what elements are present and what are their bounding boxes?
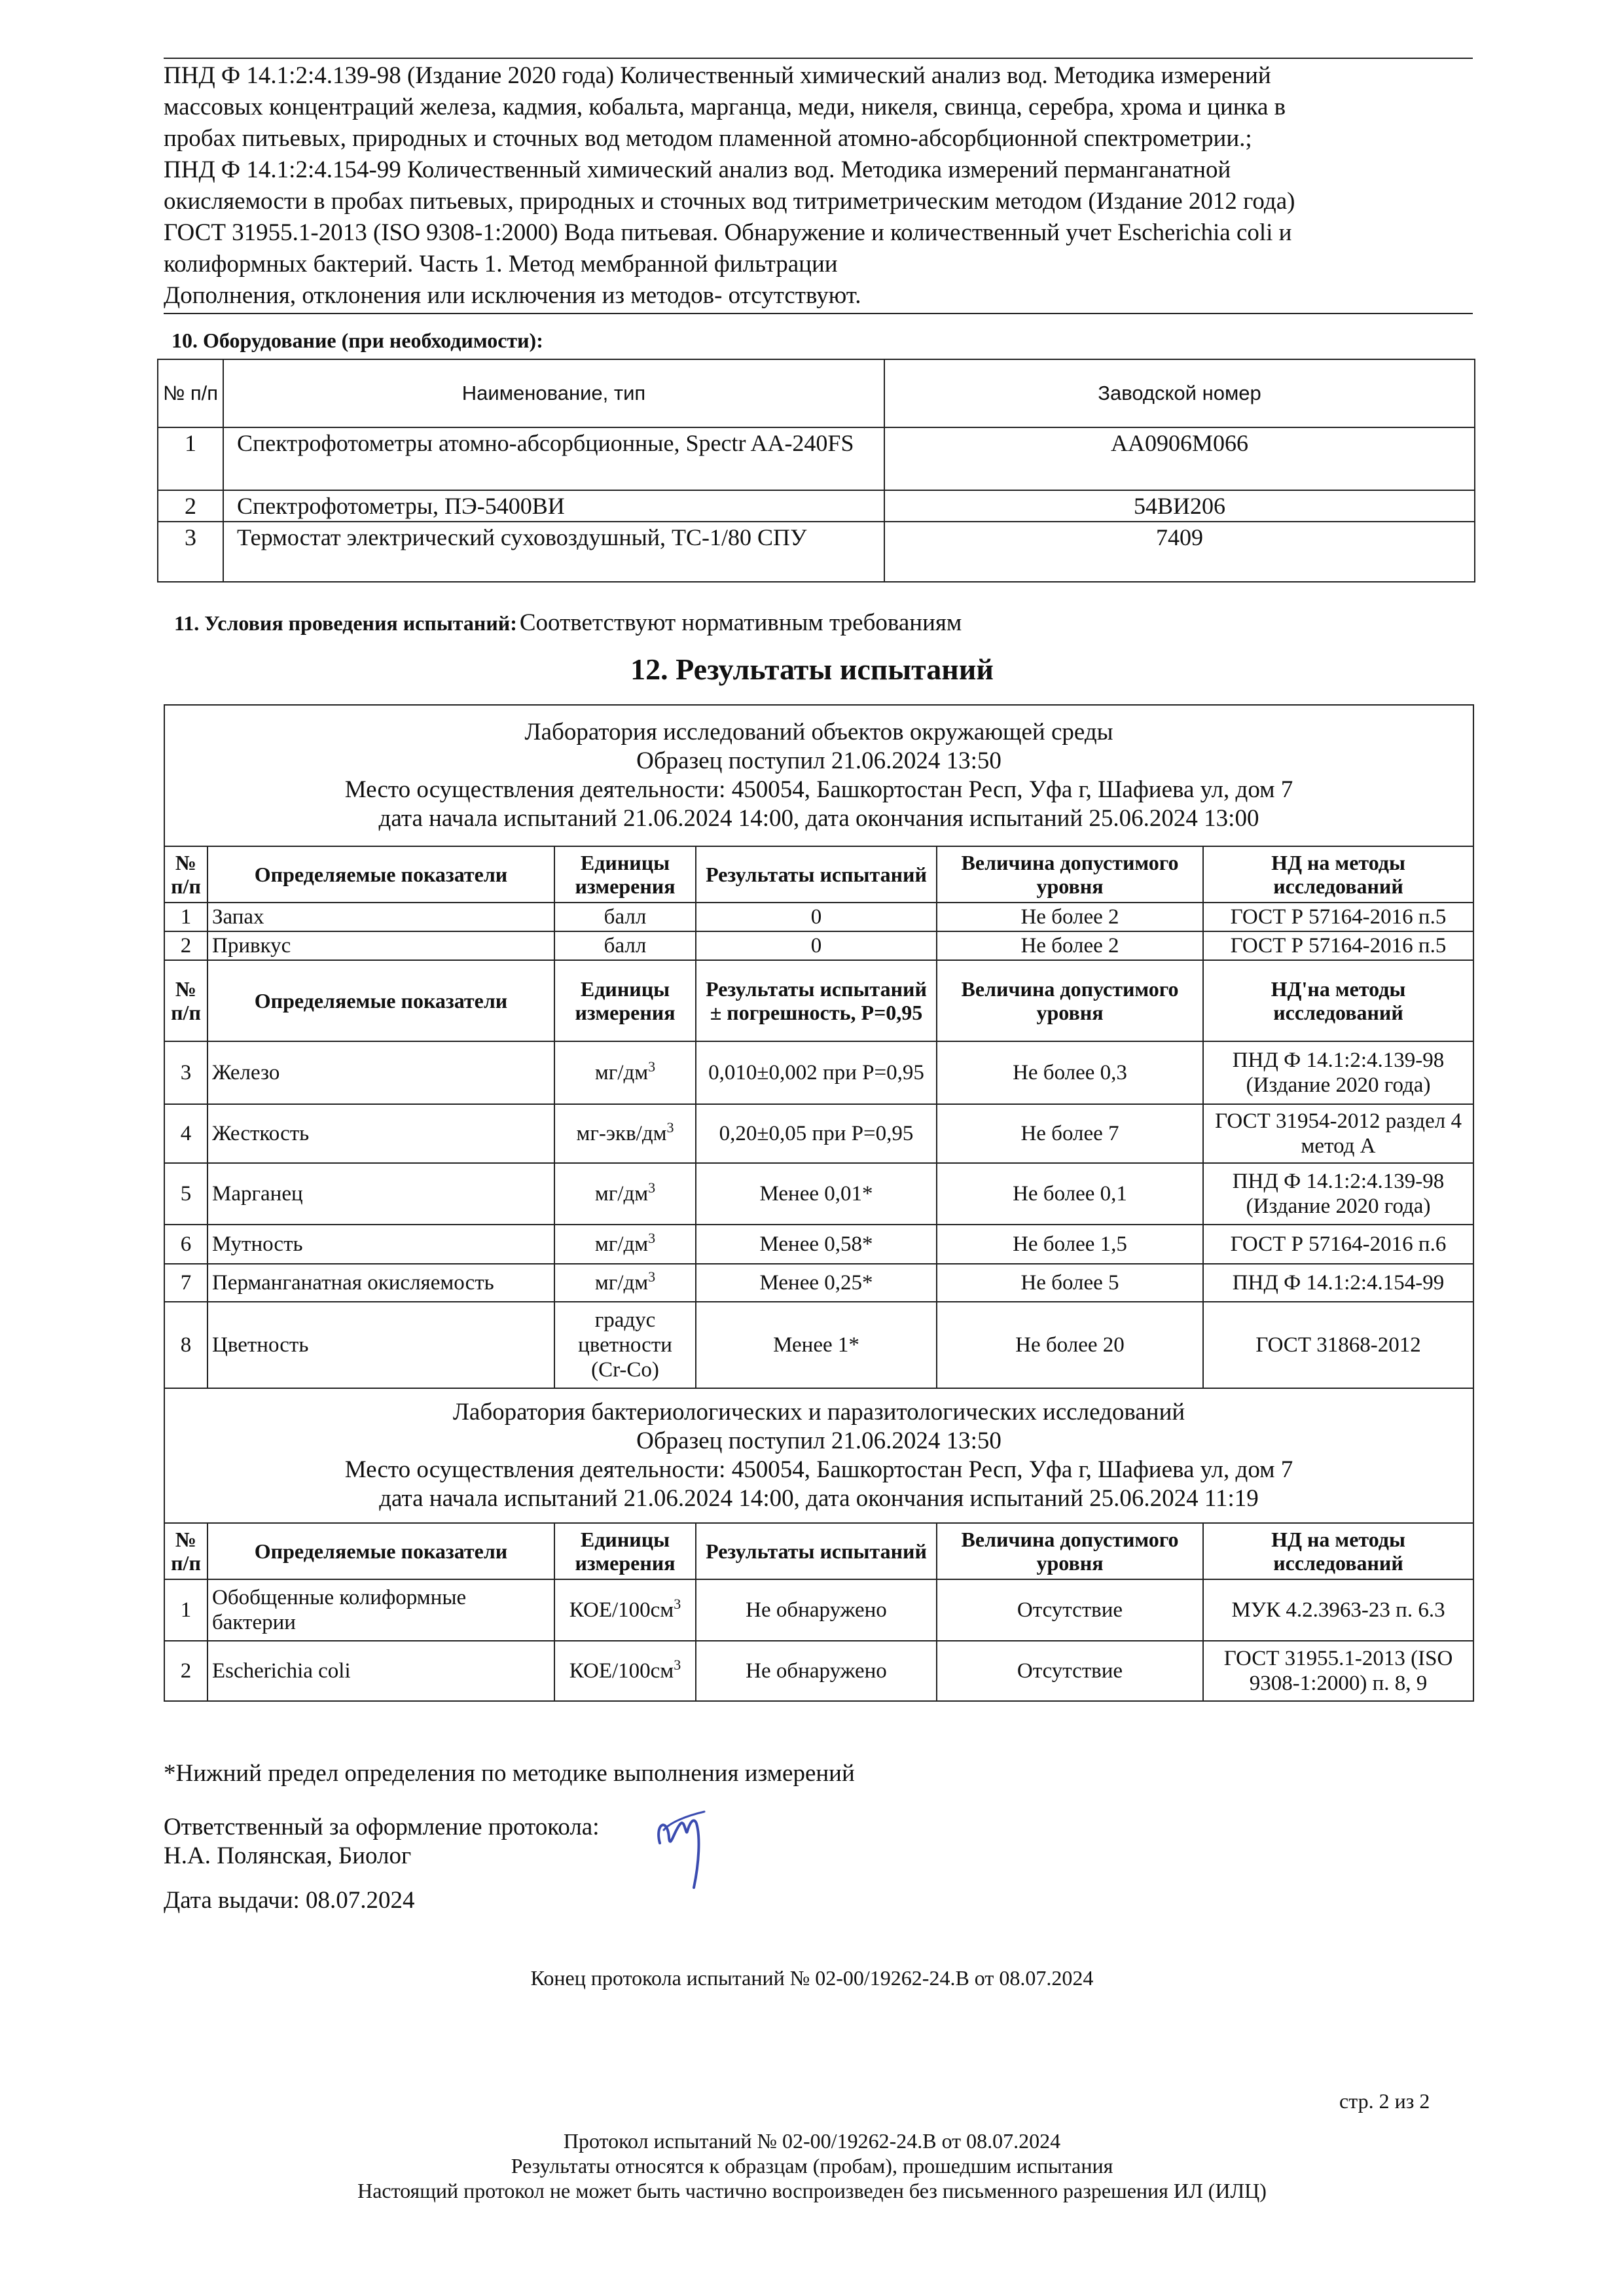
footer-line: Настоящий протокол не может быть частично воспроизведен без письменного разрешения ИЛ (ИЛЦ) <box>357 2179 1267 2202</box>
signature-image <box>648 1797 720 1895</box>
unit-text: КОЕ/100см <box>569 1598 674 1622</box>
row-limit: Не более 1,5 <box>937 1225 1203 1264</box>
row-num: 2 <box>164 931 208 960</box>
row-num: 6 <box>164 1225 208 1264</box>
table-row <box>164 1104 1473 1163</box>
responsible-block <box>164 1813 600 1871</box>
row-result: Не обнаружено <box>696 1641 937 1701</box>
row-method: ПНД Ф 14.1:2:4.139-98 (Издание 2020 года) <box>1203 1163 1473 1225</box>
row-unit <box>554 1041 696 1104</box>
row-indicator: Марганец <box>208 1163 554 1225</box>
equipment-header-num: № п/п <box>158 359 223 427</box>
lab1-dates: дата начала испытаний 21.06.2024 14:00, дата окончания испытаний 25.06.2024 13:00 <box>378 805 1259 832</box>
row-result: 0,20±0,05 при Р=0,95 <box>696 1104 937 1163</box>
table-row <box>164 1225 1473 1264</box>
row-result: Менее 0,58* <box>696 1225 937 1264</box>
lab2-h-indicator: Определяемые показатели <box>208 1523 554 1579</box>
lab1-h2-method: НД'на методы исследований <box>1203 960 1473 1041</box>
conditions <box>174 609 962 637</box>
row-num: 5 <box>164 1163 208 1225</box>
equipment-name: Спектрофотометры атомно-абсорбционные, Spectr AA-240FS <box>223 427 884 490</box>
row-limit: Не более 7 <box>937 1104 1203 1163</box>
methods-line: колиформных бактерий. Часть 1. Метод мембранной фильтрации <box>164 251 838 278</box>
lab1-info <box>164 705 1473 846</box>
lab2-h-unit: Единицы измерения <box>554 1523 696 1579</box>
table-row <box>164 1041 1473 1104</box>
row-num: 3 <box>164 1041 208 1104</box>
row-method: ГОСТ 31954-2012 раздел 4 метод А <box>1203 1104 1473 1163</box>
methods-line: Дополнения, отклонения или исключения из методов- отсутствуют. <box>164 282 861 309</box>
lab1-h2-result: Результаты испытаний ± погрешность, Р=0,95 <box>696 960 937 1041</box>
row-indicator: Обобщенные колиформные бактерии <box>208 1579 554 1641</box>
lab1-header2-row <box>164 960 1473 1041</box>
signature-stroke <box>659 1821 698 1888</box>
row-result: 0,010±0,002 при Р=0,95 <box>696 1041 937 1104</box>
lab2-h-method: НД на методы исследований <box>1203 1523 1473 1579</box>
methods-line: массовых концентраций железа, кадмия, кобальта, марганца, меди, никеля, свинца, серебра, хрома и цинка в <box>164 94 1286 120</box>
row-num: 7 <box>164 1264 208 1302</box>
row-limit: Не более 20 <box>937 1302 1203 1388</box>
row-method: ГОСТ 31868-2012 <box>1203 1302 1473 1388</box>
row-unit: балл <box>554 931 696 960</box>
methods-line: ПНД Ф 14.1:2:4.154-99 Количественный химический анализ вод. Методика измерений перманганатной <box>164 156 1231 183</box>
end-of-protocol: Конец протокола испытаний № 02-00/19262-24.В от 08.07.2024 <box>530 1966 1094 1990</box>
row-unit <box>554 1225 696 1264</box>
top-rule <box>164 58 1473 59</box>
row-result: Менее 0,25* <box>696 1264 937 1302</box>
row-method: ГОСТ 31955.1-2013 (ISO 9308-1:2000) п. 8, 9 <box>1203 1641 1473 1701</box>
lab1-h2-unit: Единицы измерения <box>554 960 696 1041</box>
lab2-h-result: Результаты испытаний <box>696 1523 937 1579</box>
unit-superscript: 3 <box>648 1230 656 1246</box>
responsible-label: Ответственный за оформление протокола: <box>164 1814 600 1840</box>
methods-rule <box>164 313 1473 314</box>
lab1-header1-row <box>164 846 1473 903</box>
unit-text: мг/дм <box>594 1271 649 1295</box>
lab1-h2-num: № п/п <box>164 960 208 1041</box>
row-unit: градус цветности (Cr-Co) <box>554 1302 696 1388</box>
table-row <box>164 1163 1473 1225</box>
row-unit: балл <box>554 903 696 931</box>
table-row <box>164 903 1473 931</box>
results-title: 12. Результаты испытаний <box>630 653 994 686</box>
methods-line: пробах питьевых, природных и сточных вод методом пламенной атомно-абсорбционной спектрометрии.; <box>164 125 1252 152</box>
lab1-h2-limit: Величина допустимого уровня <box>937 960 1203 1041</box>
row-indicator: Мутность <box>208 1225 554 1264</box>
row-limit: Отсутствие <box>937 1579 1203 1641</box>
lab1-h1-limit: Величина допустимого уровня <box>937 846 1203 903</box>
row-method: ГОСТ Р 57164-2016 п.5 <box>1203 903 1473 931</box>
table-row <box>164 1579 1473 1641</box>
row-indicator: Запах <box>208 903 554 931</box>
table-row <box>158 522 1475 582</box>
page-footer <box>0 2128 1624 2203</box>
row-method: ГОСТ Р 57164-2016 п.5 <box>1203 931 1473 960</box>
page-number: стр. 2 из 2 <box>1339 2089 1430 2113</box>
equipment-header-row <box>158 359 1475 427</box>
unit-text: мг/дм <box>594 1061 649 1085</box>
row-unit <box>554 1163 696 1225</box>
row-limit: Не более 2 <box>937 903 1203 931</box>
row-indicator: Железо <box>208 1041 554 1104</box>
lab1-h2-indicator: Определяемые показатели <box>208 960 554 1041</box>
unit-superscript: 3 <box>648 1179 656 1196</box>
row-unit <box>554 1641 696 1701</box>
methods-text <box>164 60 1470 312</box>
lab1-info-row <box>164 705 1473 846</box>
table-row <box>158 427 1475 490</box>
row-limit: Не более 0,3 <box>937 1041 1203 1104</box>
unit-superscript: 3 <box>666 1119 674 1136</box>
table-row <box>164 1264 1473 1302</box>
lab2-h-limit: Величина допустимого уровня <box>937 1523 1203 1579</box>
lab2-received: Образец поступил 21.06.2024 13:50 <box>636 1427 1001 1454</box>
footer-line: Протокол испытаний № 02-00/19262-24.В от 08.07.2024 <box>563 2129 1061 2153</box>
lab2-dates: дата начала испытаний 21.06.2024 14:00, дата окончания испытаний 25.06.2024 11:19 <box>379 1485 1259 1512</box>
row-indicator: Перманганатная окисляемость <box>208 1264 554 1302</box>
unit-text: мг/дм <box>594 1182 649 1206</box>
lab2-place: Место осуществления деятельности: 450054, Башкортостан Респ, Уфа г, Шафиева ул, дом 7 <box>344 1456 1293 1483</box>
unit-text: мг/дм <box>594 1232 649 1256</box>
unit-text: мг-экв/дм <box>576 1122 667 1145</box>
methods-line: окисляемости в пробах питьевых, природных и сточных вод титриметрическим методом (Издание 2012 года) <box>164 188 1295 215</box>
row-method: МУК 4.2.3963-23 п. 6.3 <box>1203 1579 1473 1641</box>
footnote: *Нижний предел определения по методике выполнения измерений <box>164 1760 855 1787</box>
methods-line: ПНД Ф 14.1:2:4.139-98 (Издание 2020 года) Количественный химический анализ вод. Методика измерений <box>164 62 1271 89</box>
equipment-name: Термостат электрический суховоздушный, ТС-1/80 СПУ <box>223 522 884 582</box>
lab1-h1-unit: Единицы измерения <box>554 846 696 903</box>
unit-superscript: 3 <box>648 1268 656 1285</box>
equipment-num: 2 <box>158 490 223 522</box>
footer-line: Результаты относятся к образцам (пробам), прошедшим испытания <box>511 2154 1113 2178</box>
conditions-label: 11. Условия проведения испытаний: <box>174 611 517 635</box>
lab1-received: Образец поступил 21.06.2024 13:50 <box>636 747 1001 774</box>
equipment-num: 1 <box>158 427 223 490</box>
table-row <box>164 931 1473 960</box>
lab1-h1-result: Результаты испытаний <box>696 846 937 903</box>
row-result: Менее 0,01* <box>696 1163 937 1225</box>
issue-date: Дата выдачи: 08.07.2024 <box>164 1887 415 1914</box>
lab1-h1-method: НД на методы исследований <box>1203 846 1473 903</box>
row-num: 2 <box>164 1641 208 1701</box>
results-table <box>164 704 1474 1702</box>
methods-line: ГОСТ 31955.1-2013 (ISO 9308-1:2000) Вода питьевая. Обнаружение и количественный учет Escherichia coli и <box>164 219 1292 246</box>
equipment-table <box>157 359 1475 583</box>
equipment-serial: 54ВИ206 <box>884 490 1475 522</box>
lab2-name: Лаборатория бактериологических и паразитологических исследований <box>452 1399 1185 1426</box>
lab1-h1-indicator: Определяемые показатели <box>208 846 554 903</box>
responsible-name: Н.А. Полянская, Биолог <box>164 1842 412 1869</box>
equipment-name: Спектрофотометры, ПЭ-5400ВИ <box>223 490 884 522</box>
equipment-num: 3 <box>158 522 223 582</box>
equipment-title: 10. Оборудование (при необходимости): <box>171 329 543 352</box>
row-indicator: Escherichia coli <box>208 1641 554 1701</box>
row-indicator: Жесткость <box>208 1104 554 1163</box>
equipment-header-serial: Заводской номер <box>884 359 1475 427</box>
equipment-header-name: Наименование, тип <box>223 359 884 427</box>
row-limit: Не более 2 <box>937 931 1203 960</box>
unit-superscript: 3 <box>674 1657 681 1673</box>
table-row <box>164 1302 1473 1388</box>
row-method: ПНД Ф 14.1:2:4.154-99 <box>1203 1264 1473 1302</box>
lab2-info-row <box>164 1388 1473 1523</box>
row-method: ГОСТ Р 57164-2016 п.6 <box>1203 1225 1473 1264</box>
row-result: 0 <box>696 931 937 960</box>
lab1-place: Место осуществления деятельности: 450054, Башкортостан Респ, Уфа г, Шафиева ул, дом 7 <box>344 776 1293 803</box>
lab2-header-row <box>164 1523 1473 1579</box>
row-unit <box>554 1104 696 1163</box>
unit-text: КОЕ/100см <box>569 1659 674 1683</box>
row-num: 1 <box>164 1579 208 1641</box>
table-row <box>158 490 1475 522</box>
row-unit <box>554 1579 696 1641</box>
row-result: Менее 1* <box>696 1302 937 1388</box>
lab2-h-num: № п/п <box>164 1523 208 1579</box>
lab1-h1-num: № п/п <box>164 846 208 903</box>
row-num: 4 <box>164 1104 208 1163</box>
table-row <box>164 1641 1473 1701</box>
row-result: Не обнаружено <box>696 1579 937 1641</box>
row-limit: Не более 0,1 <box>937 1163 1203 1225</box>
equipment-serial: 7409 <box>884 522 1475 582</box>
row-limit: Не более 5 <box>937 1264 1203 1302</box>
row-num: 8 <box>164 1302 208 1388</box>
equipment-serial: АА0906М066 <box>884 427 1475 490</box>
row-method: ПНД Ф 14.1:2:4.139-98 (Издание 2020 года) <box>1203 1041 1473 1104</box>
unit-superscript: 3 <box>674 1596 681 1612</box>
lab2-info <box>164 1388 1473 1523</box>
conditions-value: Соответствуют нормативным требованиям <box>519 609 962 636</box>
row-limit: Отсутствие <box>937 1641 1203 1701</box>
unit-superscript: 3 <box>648 1058 656 1075</box>
row-indicator: Привкус <box>208 931 554 960</box>
row-result: 0 <box>696 903 937 931</box>
row-num: 1 <box>164 903 208 931</box>
row-indicator: Цветность <box>208 1302 554 1388</box>
lab1-name: Лаборатория исследований объектов окружающей среды <box>524 719 1113 745</box>
row-unit <box>554 1264 696 1302</box>
